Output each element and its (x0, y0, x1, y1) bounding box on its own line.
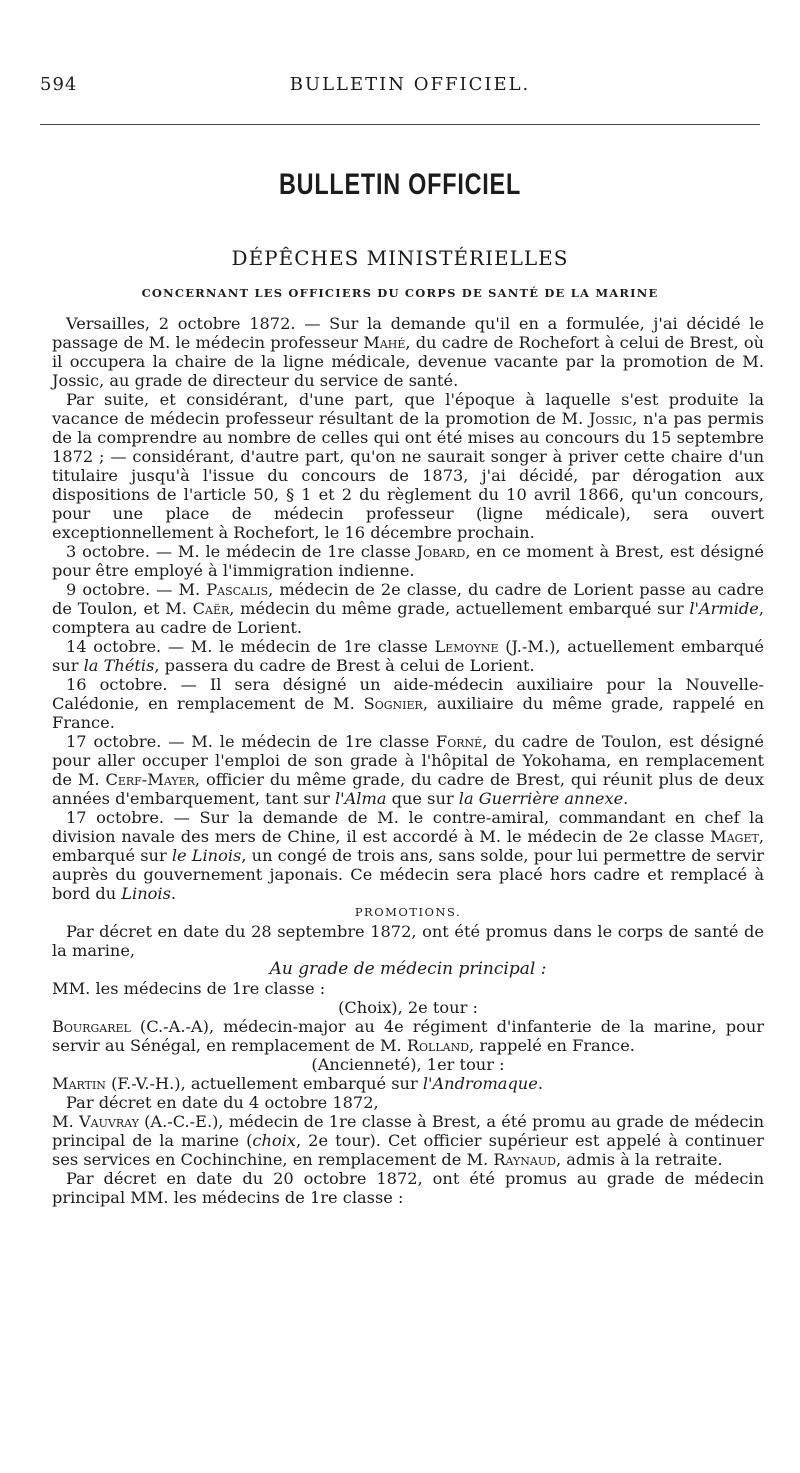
page-number: 594 (40, 74, 78, 95)
running-header (40, 74, 780, 100)
running-title: BULLETIN OFFICIEL. (289, 74, 531, 95)
paragraph: 14 octobre. — M. le médecin de 1re classe Lemoyne (J.-M.), actuellement embarqué sur la Thétis, passera du cadre de Brest à celui de Lorient. (52, 637, 764, 675)
paragraph: 17 octobre. — Sur la demande de M. le contre-amiral, commandant en chef la division navale des mers de Chine, il est accordé à M. le médecin de 2e classe Maget, embarqué sur le Linois, un congé de trois ans, sans solde, pour lui permettre de servir auprès du gouvernement japonais. Ce médecin sera placé hors cadre et remplacé à bord du Linois. (52, 808, 764, 903)
promotion-category: (Ancienneté), 1er tour : (311, 1055, 505, 1074)
promotion-entry: M. Vauvray (A.-C.-E.), médecin de 1re classe à Brest, a été promu au grade de médecin principal de la marine (choix, 2e tour). Cet officier supérieur est appelé à continuer ses services en Cochinchine, en remplacement de M. Raynaud, admis à la retraite. (52, 1112, 764, 1169)
promotion-category: (Choix), 2e tour : (338, 998, 478, 1017)
paragraph: MM. les médecins de 1re classe : (52, 979, 326, 998)
paragraph: 3 octobre. — M. le médecin de 1re classe Jobard, en ce moment à Brest, est désigné pour être employé à l'immigration indienne. (52, 542, 764, 580)
paragraph: Par suite, et considérant, d'une part, que l'époque à laquelle s'est produite la vacance de médecin professeur résultant de la promotion de M. Jossic, n'a pas permis de la comprendre au nombre de celles qui ont été mises au concours du 15 septembre 1872 ; — considérant, d'autre part, qu'on ne saurait songer à priver cette chaire d'un titulaire jusqu'à l'issue du concours de 1873, j'ai décidé, par dérogation aux dispositions de l'article 50, § 1 et 2 du règlement du 10 avril 1866, qu'un concours, pour une place de médecin professeur (ligne médicale), sera ouvert exceptionnellement à Rochefort, le 16 décembre prochain. (52, 390, 764, 542)
paragraph: Versailles, 2 octobre 1872. — Sur la demande qu'il en a formulée, j'ai décidé le passage de M. le médecin professeur Mahé, du cadre de Rochefort à celui de Brest, où il occupera la chaire de la ligne médicale, devenue vacante par la promotion de M. Jossic, au grade de directeur du service de santé. (52, 314, 764, 390)
paragraph: 16 octobre. — Il sera désigné un aide-médecin auxiliaire pour la Nouvelle-Calédonie, en remplacement de M. Sognier, auxiliaire du même grade, rappelé en France. (52, 675, 765, 732)
main-title: BULLETIN OFFICIEL (278, 168, 522, 201)
body-text (52, 314, 764, 1207)
promotions-heading: PROMOTIONS. (354, 905, 462, 919)
section-subtitle: CONCERNANT LES OFFICIERS DU CORPS DE SANTÉ DE LA MARINE (141, 286, 659, 300)
paragraph: 9 octobre. — M. Pascalis, médecin de 2e classe, du cadre de Lorient passe au cadre de Toulon, et M. Caër, médecin du même grade, actuellement embarqué sur l'Armide, comptera au cadre de Lorient. (52, 580, 764, 637)
paragraph: 17 octobre. — M. le médecin de 1re classe Forné, du cadre de Toulon, est désigné pour aller occuper l'emploi de son grade à l'hôpital de Yokohama, en remplacement de M. Cerf-Mayer, officier du même grade, du cadre de Brest, qui réunit plus de deux années d'embarquement, tant sur l'Alma que sur la Guerrière annexe. (52, 732, 764, 808)
promotion-entry: Martin (F.-V.-H.), actuellement embarqué sur l'Andromaque. (52, 1074, 543, 1093)
header-rule (40, 124, 760, 125)
promotion-entry: Bourgarel (C.-A.-A), médecin-major au 4e régiment d'infanterie de la marine, pour servir au Sénégal, en remplacement de M. Rolland, rappelé en France. (52, 1017, 764, 1055)
paragraph: Par décret en date du 4 octobre 1872, (66, 1093, 379, 1112)
paragraph: Par décret en date du 28 septembre 1872, ont été promus dans le corps de santé de la marine, (52, 922, 764, 960)
grade-heading: Au grade de médecin principal : (269, 959, 547, 979)
section-title: DÉPÊCHES MINISTÉRIELLES (231, 246, 569, 270)
paragraph: Par décret en date du 20 octobre 1872, ont été promus au grade de médecin principal MM. les médecins de 1re classe : (52, 1169, 764, 1207)
